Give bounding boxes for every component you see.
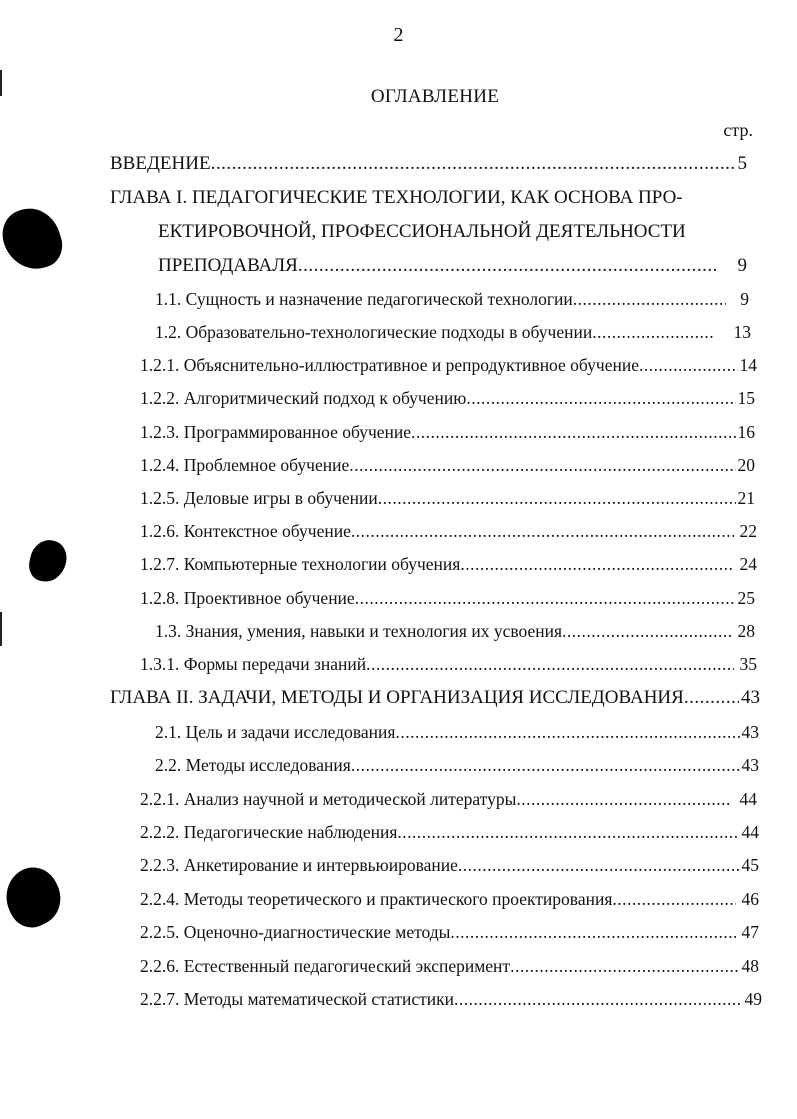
toc-entry-label: 1.3.1. Формы передачи знаний [140,654,367,674]
toc-entry [140,487,755,509]
toc-entry-page: 22 [739,521,757,541]
leader-dots [684,686,739,710]
leader-dots [573,288,726,310]
toc-entry-page: 43 [741,722,759,742]
toc-entry [140,888,759,910]
toc-entry-page: 47 [741,922,759,942]
toc-entry-page: 44 [741,822,759,842]
toc-entry-page: 16 [737,422,755,442]
toc-entry-label: 1.2. Образовательно-технологические подходы в обучении [155,322,593,342]
toc-entry-page: 43 [741,687,760,708]
toc-entry-page: 9 [740,289,749,309]
toc-entry [140,821,759,843]
scan-edge [0,612,2,646]
toc-entry-page: 45 [741,855,759,875]
leader-dots [466,387,735,409]
toc-entry [140,387,755,409]
chapter1-heading-line2: ЕКТИРОВОЧНОЙ, ПРОФЕССИОНАЛЬНОЙ ДЕЯТЕЛЬНОСТИ [158,221,686,242]
toc-entry [155,721,759,743]
toc-entry-label: 2.2.4. Методы теоретического и практического проектирования [140,889,613,909]
toc-entry [140,454,755,476]
toc-entry-page: 43 [741,755,759,775]
toc-entry-chapter1 [158,254,747,278]
toc-title: ОГЛАВЛЕНИЕ [370,86,500,107]
toc-entry-label: 1.2.7. Компьютерные технологии обучения [140,554,461,574]
toc-entry-label: 1.2.1. Объяснительно-иллюстративное и репродуктивное обучение [140,355,639,375]
toc-entry-page: 15 [737,388,755,408]
toc-entry-page: 25 [737,588,755,608]
toc-entry [140,520,757,542]
toc-entry [140,354,757,376]
toc-entry-intro [110,152,747,176]
toc-entry-label: 1.2.3. Программированное обучение [140,422,412,442]
leader-dots [450,921,735,943]
leader-dots [378,487,736,509]
toc-entry-page: 14 [739,355,757,375]
leader-dots [460,553,731,575]
leader-dots [349,454,735,476]
leader-dots [510,955,739,977]
toc-entry-label: 1.1. Сущность и назначение педагогической технологии [155,289,573,309]
toc-entry [155,620,755,642]
toc-entry [140,921,759,943]
toc-entry-page: 49 [744,989,762,1009]
toc-entry-label: 1.2.2. Алгоритмический подход к обучению [140,388,467,408]
toc-entry [140,587,755,609]
page-column-header: стр. [723,120,753,140]
toc-entry-label: 2.2.7. Методы математической статистики [140,989,454,1009]
toc-entry [140,988,762,1010]
leader-dots [395,721,739,743]
toc-entry-label: ГЛАВА II. ЗАДАЧИ, МЕТОДЫ И ОРГАНИЗАЦИЯ ИССЛЕДОВАНИЯ [110,687,684,708]
toc-entry-page: 48 [741,956,759,976]
toc-entry-page: 28 [737,621,755,641]
leader-dots [366,653,733,675]
toc-entry [140,788,757,810]
toc-entry-page: 46 [741,889,759,909]
toc-entry-label: 2.1. Цель и задачи исследования [155,722,396,742]
toc-entry-label: 2.2. Методы исследования [155,755,351,775]
toc-entry-label: 2.2.5. Оценочно-диагностические методы [140,922,451,942]
toc-entry-label: 1.2.5. Деловые игры в обучении [140,488,378,508]
toc-entry-label: 1.2.8. Проективное обучение [140,588,355,608]
page-number: 2 [393,24,404,46]
binder-hole-blot [0,201,68,277]
toc-entry-page: 21 [737,488,755,508]
toc-entry [155,288,749,310]
toc-entry-page: 9 [737,255,747,276]
chapter1-heading-line1: ГЛАВА I. ПЕДАГОГИЧЕСКИЕ ТЕХНОЛОГИИ, КАК ОСНОВА ПРО- [110,187,683,208]
toc-entry-page: 13 [733,322,751,342]
toc-entry [140,653,757,675]
toc-entry-label: ПРЕПОДАВАЛЯ [158,255,298,276]
leader-dots [516,788,731,810]
leader-dots [562,620,731,642]
toc-entry [140,553,757,575]
toc-entry-page: 5 [737,153,747,174]
toc-entry-page: 35 [739,654,757,674]
toc-entry-label: 2.2.1. Анализ научной и методической литературы [140,789,517,809]
leader-dots [458,854,740,876]
toc-entry [140,421,755,443]
leader-dots [211,152,736,176]
leader-dots [639,354,738,376]
binder-hole-blot [0,859,70,934]
toc-entry-page: 24 [739,554,757,574]
toc-entry-label: 2.2.2. Педагогические наблюдения [140,822,398,842]
toc-entry-label: ВВЕДЕНИЕ [110,153,211,174]
toc-entry-label: 2.2.3. Анкетирование и интервьюирование [140,855,458,875]
toc-entry-chapter2 [110,686,760,710]
leader-dots [397,821,739,843]
toc-entry-page: 20 [737,455,755,475]
leader-dots [351,520,734,542]
leader-dots [592,321,713,343]
toc-entry-label: 1.2.4. Проблемное обучение [140,455,350,475]
leader-dots [411,421,735,443]
binder-hole-blot [26,537,70,586]
toc-entry-label: 1.2.6. Контекстное обучение [140,521,351,541]
toc-entry-label: 1.3. Знания, умения, навыки и технология их усвоения [155,621,563,641]
toc-entry [155,754,759,776]
leader-dots [454,988,743,1010]
leader-dots [355,587,736,609]
toc-entry-label: 2.2.6. Естественный педагогический эксперимент [140,956,511,976]
leader-dots [351,754,740,776]
toc-entry [155,321,751,343]
leader-dots [298,254,716,278]
toc-entry [140,955,759,977]
toc-entry [140,854,759,876]
toc-entry-page: 44 [739,789,757,809]
leader-dots [612,888,735,910]
